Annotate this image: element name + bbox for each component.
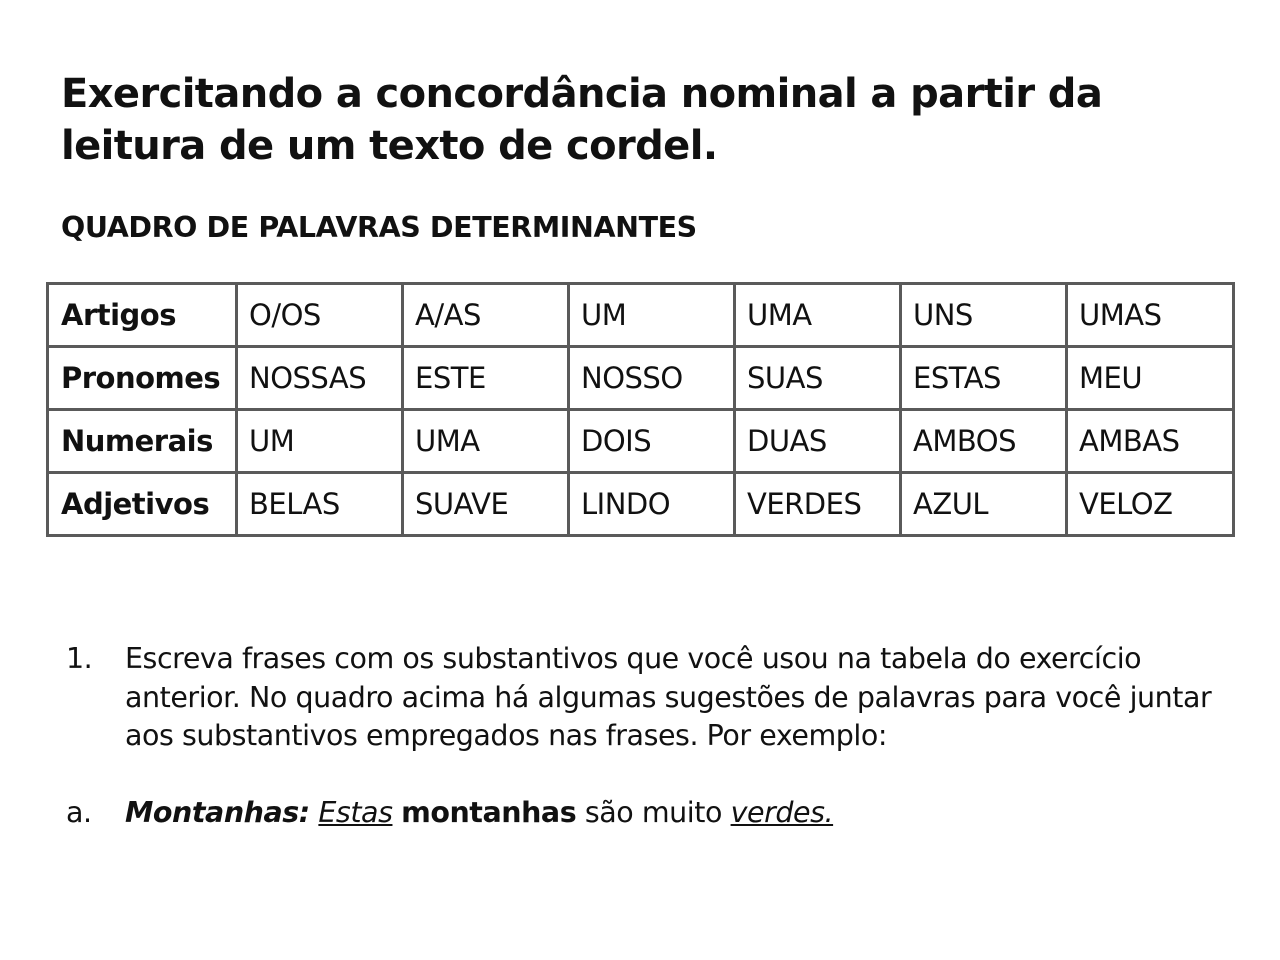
row-header: Artigos	[48, 284, 237, 347]
table-cell: UMA	[403, 410, 569, 473]
table-cell: UMA	[735, 284, 901, 347]
row-header: Adjetivos	[48, 473, 237, 536]
instructions	[66, 640, 1216, 832]
table-cell: UNS	[901, 284, 1067, 347]
table-cell: LINDO	[569, 473, 735, 536]
table-cell: NOSSAS	[237, 347, 403, 410]
table-cell: SUAS	[735, 347, 901, 410]
page-title: Exercitando a concordância nominal a partir da leitura de um texto de cordel.	[61, 71, 1103, 169]
determinants-table	[46, 282, 1235, 537]
table-cell: UM	[569, 284, 735, 347]
table-cell: UM	[237, 410, 403, 473]
table-cell: MEU	[1067, 347, 1234, 410]
example-item	[66, 794, 1216, 833]
table-cell: AMBAS	[1067, 410, 1234, 473]
example-marker: a.	[66, 795, 92, 829]
table-cell: BELAS	[237, 473, 403, 536]
example-determinant: Estas	[318, 795, 393, 829]
table-cell: A/AS	[403, 284, 569, 347]
table-cell: O/OS	[237, 284, 403, 347]
table-cell: NOSSO	[569, 347, 735, 410]
example-adjective: verdes.	[730, 795, 834, 829]
table-cell: VERDES	[735, 473, 901, 536]
table-row	[48, 410, 1234, 473]
example-sentence	[125, 794, 1216, 833]
table-cell: AMBOS	[901, 410, 1067, 473]
table-row	[48, 284, 1234, 347]
table-cell: VELOZ	[1067, 473, 1234, 536]
row-header: Pronomes	[48, 347, 237, 410]
table-cell: ESTAS	[901, 347, 1067, 410]
table-cell: ESTE	[403, 347, 569, 410]
numbered-item	[66, 640, 1216, 756]
table-cell: DUAS	[735, 410, 901, 473]
table-cell: DOIS	[569, 410, 735, 473]
table-cell: SUAVE	[403, 473, 569, 536]
item-number: 1.	[66, 642, 93, 675]
table-cell: UMAS	[1067, 284, 1234, 347]
table-row	[48, 347, 1234, 410]
section-heading: QUADRO DE PALAVRAS DETERMINANTES	[61, 211, 697, 244]
row-header: Numerais	[48, 410, 237, 473]
table-row	[48, 473, 1234, 536]
table-cell: AZUL	[901, 473, 1067, 536]
item-text: Escreva frases com os substantivos que você usou na tabela do exercício anterior. No quadro acima há algumas sugestões de palavras para você juntar aos substantivos empregados nas frases. Por exemplo:	[125, 642, 1212, 752]
example-noun: montanhas	[401, 795, 577, 829]
example-noun-label: Montanhas:	[125, 795, 310, 829]
example-middle: são muito	[584, 795, 722, 829]
